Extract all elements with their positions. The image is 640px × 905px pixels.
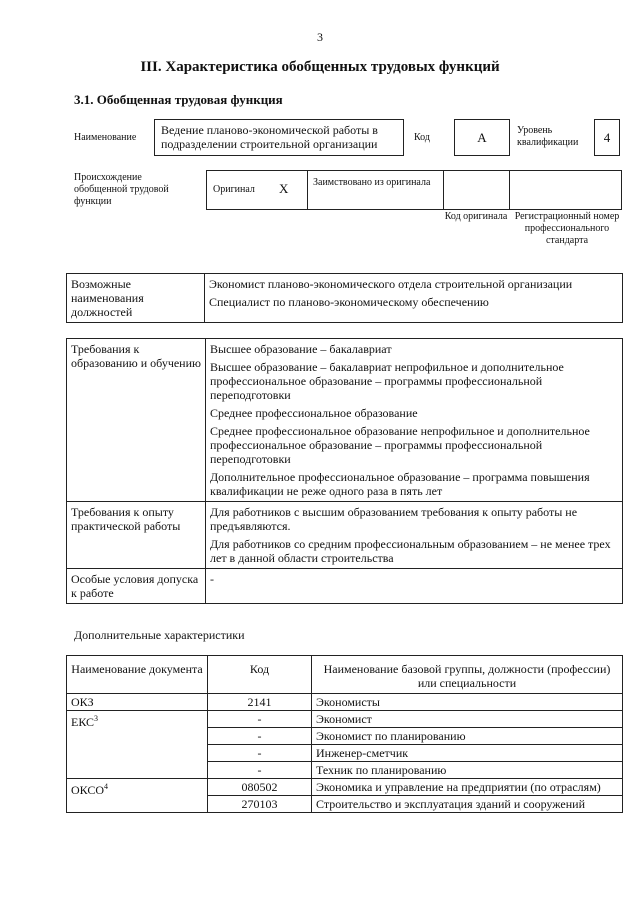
origin-box: [206, 170, 622, 210]
education-values: [206, 339, 623, 502]
position-item: Экономист планово-экономического отдела строительной организации: [209, 277, 573, 291]
function-name: Ведение планово-экономической работы в подразделении строительной организации: [161, 123, 378, 151]
subsection-title: 3.1. Обобщенная трудовая функция: [74, 92, 283, 107]
reg-caption: Регистрационный номер профессионального стандарта: [514, 211, 620, 246]
level-value: 4: [603, 129, 611, 145]
footnote-ref: 4: [104, 782, 109, 791]
origin-divider: [509, 171, 510, 209]
name-cell: Экономисты: [312, 694, 623, 711]
education-item: Среднее профессиональное образование: [210, 406, 418, 420]
name-cell: Экономика и управление на предприятии (по отраслям): [312, 779, 623, 796]
doc-cell: [67, 779, 208, 813]
level-label: Уровень квалификации: [517, 125, 579, 148]
name-cell: Экономист по планированию: [312, 728, 623, 745]
function-code-box: [454, 119, 510, 156]
requirements-table: [66, 338, 623, 604]
code-cell: -: [208, 728, 312, 745]
code-cell: -: [208, 711, 312, 728]
table-row: [67, 779, 623, 796]
education-item: Высшее образование – бакалавриат: [210, 342, 392, 356]
function-code: A: [477, 129, 487, 145]
name-cell: Экономист: [312, 711, 623, 728]
origin-divider: [307, 171, 308, 209]
experience-label: Требования к опыту практической работы: [67, 502, 206, 569]
code-cell: 2141: [208, 694, 312, 711]
doc-text: ЕКС: [71, 715, 95, 729]
doc-cell: ОКЗ: [67, 694, 208, 711]
code-cell: -: [208, 745, 312, 762]
original-mark: X: [279, 181, 289, 196]
experience-item: Для работников с высшим образованием требования к опыту работы не предъявляются.: [210, 505, 578, 533]
name-cell: Инженер-сметчик: [312, 745, 623, 762]
function-name-box: [154, 119, 404, 156]
positions-values: [205, 274, 623, 323]
header-name: Наименование базовой группы, должности (профессии) или специальности: [312, 656, 623, 694]
positions-table: [66, 273, 623, 323]
special-conditions-label: Особые условия допуска к работе: [67, 569, 206, 604]
section-title: III. Характеристика обобщенных трудовых функций: [140, 59, 500, 75]
code-cell: 080502: [208, 779, 312, 796]
positions-label: Возможные наименования должностей: [67, 274, 205, 323]
origin-label: Происхождение обобщенной трудовой функции: [74, 172, 169, 207]
education-item: Высшее образование – бакалавриат непрофильное и дополнительное профессиональное образование – программы профессиональной переподготовки: [210, 360, 564, 402]
footnote-ref: 3: [94, 714, 99, 723]
table-row: [67, 711, 623, 728]
education-item: Дополнительное профессиональное образование – программа повышения квалификации не реже одного раза в пять лет: [210, 470, 590, 498]
borrowed-label: Заимствовано из оригинала: [313, 177, 431, 188]
origin-divider: [443, 171, 444, 209]
name-label: Наименование: [74, 132, 137, 143]
doc-text: ОКСО: [71, 783, 105, 797]
code-cell: -: [208, 762, 312, 779]
special-conditions-value: -: [206, 569, 623, 604]
page-number: 3: [317, 30, 323, 44]
original-label: Оригинал: [213, 184, 255, 195]
additional-table: [66, 655, 623, 813]
education-item: Среднее профессиональное образование непрофильное и дополнительное профессиональное образование – программы профессиональной переподготовки: [210, 424, 590, 466]
position-item: Специалист по планово-экономическому обеспечению: [209, 295, 489, 309]
additional-title: Дополнительные характеристики: [74, 628, 245, 642]
doc-cell: [67, 711, 208, 779]
education-label: Требования к образованию и обучению: [67, 339, 206, 502]
table-row: [67, 694, 623, 711]
header-code: Код: [208, 656, 312, 694]
header-document: Наименование документа: [67, 656, 208, 694]
experience-values: [206, 502, 623, 569]
experience-item: Для работников со средним профессиональным образованием – не менее трех лет в данной области строительства: [210, 537, 611, 565]
code-label: Код: [414, 132, 430, 143]
name-cell: Техник по планированию: [312, 762, 623, 779]
code-caption: Код оригинала: [444, 211, 508, 222]
level-box: [594, 119, 620, 156]
name-cell: Строительство и эксплуатация зданий и сооружений: [312, 796, 623, 813]
code-cell: 270103: [208, 796, 312, 813]
